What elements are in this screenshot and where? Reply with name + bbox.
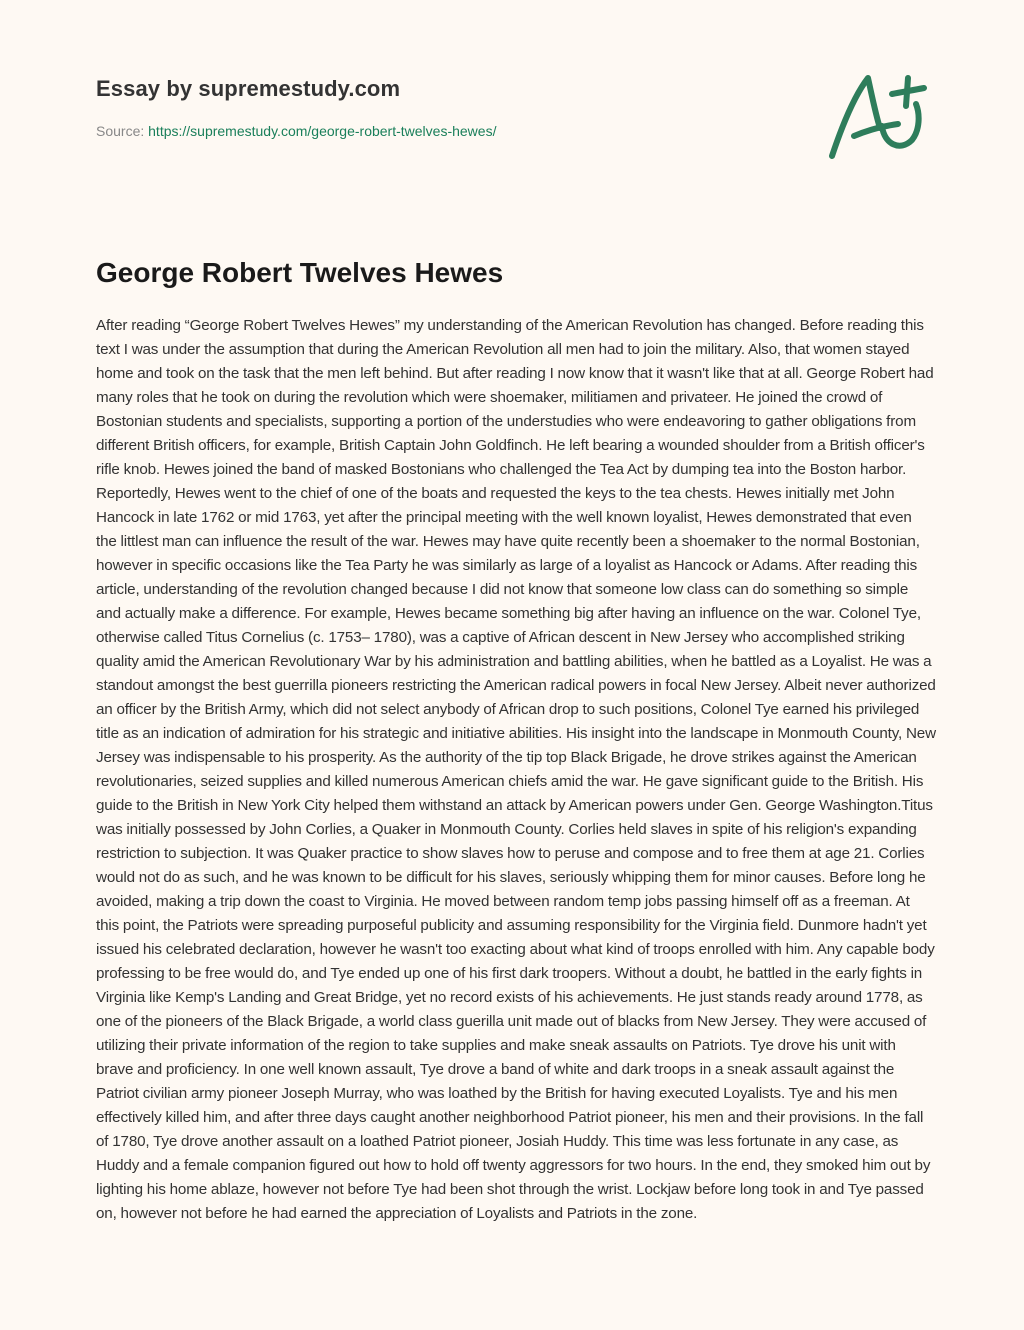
page-header	[96, 74, 796, 140]
source-label: Source:	[96, 123, 149, 139]
source-line	[96, 122, 796, 140]
a-plus-grade-icon	[820, 66, 930, 166]
essay-title: George Robert Twelves Hewes	[96, 257, 504, 288]
essay-body: After reading “George Robert Twelves Hewes” my understanding of the American Revolution has changed. Before reading this text I was under the assumption that during the American Revolution all men had to join the military. Also, that women stayed home and took on the task that the men left behind. But after reading I now know that it wasn't like that at all. George Robert had many roles that he took on during the revolution which were shoemaker, militiamen and privateer. He joined the crowd of Bostonian students and specialists, supporting a portion of the understudies who were endeavoring to gather obligations from different British officers, for example, British Captain John Goldfinch. He left bearing a wounded shoulder from a British officer's rifle knob. Hewes joined the band of masked Bostonians who challenged the Tea Act by dumping tea into the Boston harbor. Reportedly, Hewes went to the chief of one of the boats and requested the keys to the tea chests. Hewes initially met John Hancock in late 1762 or mid 1763, yet after the principal meeting with the well known loyalist, Hewes demonstrated that even the littlest man can influence the result of the war. Hewes may have quite recently been a shoemaker to the normal Bostonian, however in specific occasions like the Tea Party he was similarly as large of a loyalist as Hancock or Adams. After reading this article, understanding of the revolution changed because I did not know that someone low class can do something so simple and actually make a difference. For example, Hewes became something big after having an influence on the war. Colonel Tye, otherwise called Titus Cornelius (c. 1753– 1780), was a captive of African descent in New Jersey who accomplished striking quality amid the American Revolutionary War by his administration and battling abilities, when he battled as a Loyalist. He was a standout amongst the best guerrilla pioneers restricting the American radical powers in focal New Jersey. Albeit never authorized an officer by the British Army, which did not select anybody of African drop to such positions, Colonel Tye earned his privileged title as an indication of admiration for his strategic and initiative abilities. His insight into the landscape in Monmouth County, New Jersey was indispensable to his prosperity. As the authority of the tip top Black Brigade, he drove strikes against the American revolutionaries, seized supplies and killed numerous American chiefs amid the war. He gave significant guide to the British. His guide to the British in New York City helped them withstand an attack by American powers under Gen. George Washington.Titus was initially possessed by John Corlies, a Quaker in Monmouth County. Corlies held slaves in spite of his religion's expanding restriction to subjection. It was Quaker practice to show slaves how to peruse and compose and to free them at age 21. Corlies would not do as such, and he was known to be difficult for his slaves, seriously whipping them for minor causes. Before long he avoided, making a trip down the coast to Virginia. He moved between random temp jobs passing himself off as a freeman. At this point, the Patriots were spreading purposeful publicity and assuming responsibility for the Virginia field. Dunmore hadn't yet issued his celebrated declaration, however he wasn't too exacting about what kind of troops enrolled with him. Any capable body professing to be free would do, and Tye ended up one of his first dark troopers. Without a doubt, he battled in the early fights in Virginia like Kemp's Landing and Great Bridge, yet no record exists of his achievements. He just stands ready around 1778, as one of the pioneers of the Black Brigade, a world class guerilla unit made out of blacks from New Jersey. They were accused of utilizing their private information of the region to take supplies and make sneak assaults on Patriots. Tye drove his unit with brave and proficiency. In one well known assault, Tye drove a band of white and dark troops in a sneak assault against the Patriot civilian army pioneer Joseph Murray, who was loathed by the British for having executed Loyalists. Tye and his men effectively killed him, and after three days caught another neighborhood Patriot pioneer, his men and their provisions. In the fall of 1780, Tye drove another assault on a loathed Patriot pioneer, Josiah Huddy. This time was less fortunate in any case, as Huddy and a female companion figured out how to hold off twenty aggressors for two hours. In the end, they smoked him out by lighting his home ablaze, however not before Tye had been shot through the wrist. Lockjaw before long took in and Tye passed on, however not before he had earned the appreciation of Loyalists and Patriots in the zone.	[96, 317, 936, 1222]
site-title: Essay by supremestudy.com	[96, 76, 401, 101]
source-link[interactable]: https://supremestudy.com/george-robert-twelves-hewes/	[148, 123, 497, 139]
